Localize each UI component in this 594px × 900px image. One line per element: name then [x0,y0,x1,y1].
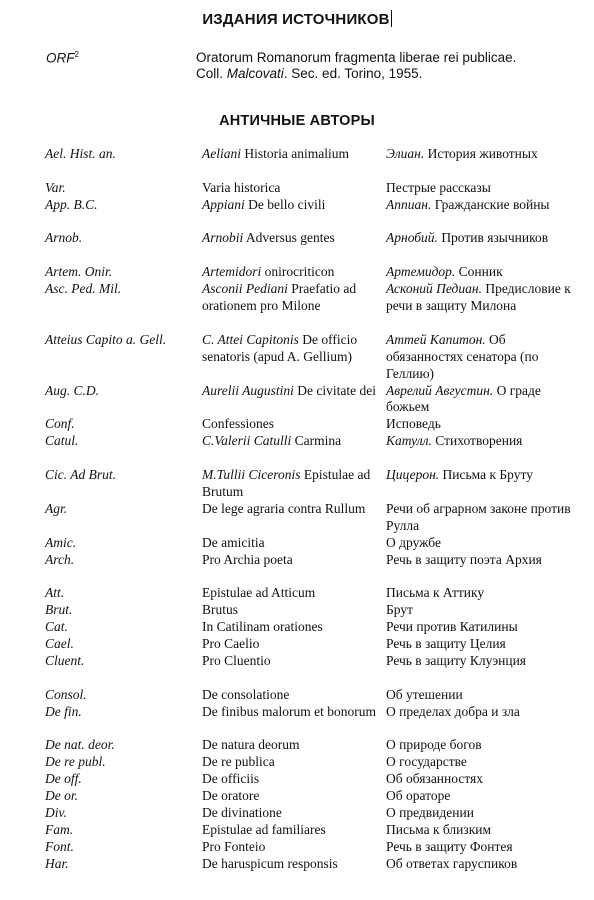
list-item [0,822,594,839]
entry-latin-work: De re publica [202,754,275,770]
entry-russian-title [386,264,586,281]
entry-russian-author: Аппиан. [386,196,432,212]
entry-russian-work: Гражданские войны [431,196,550,212]
source-desc-line-2-a: Coll. [196,66,227,81]
authors-heading-text: АНТИЧНЫЕ АВТОРЫ [219,113,375,129]
entry-russian-author: Аврелий Августин. [386,382,494,398]
entry-abbreviation: Amic. [45,534,77,550]
entry-latin-title [202,619,384,636]
entry-latin-work: De lege agraria contra Rullum [202,500,366,516]
entry-latin-title [202,552,384,569]
entry-latin-author: Arnobii [202,230,244,246]
entry-russian-work: Речи против Катилины [386,619,518,635]
entry-russian-work: О государстве [386,754,467,770]
entry-latin-title [202,653,384,670]
entry-latin-title [202,535,384,552]
entry-latin-work: Carmina [291,433,342,449]
entry-latin-work: De officio senatoris (apud A. Gellium) [202,331,358,364]
entry-latin-work: Epistulae ad Brutum [202,467,371,499]
entry-russian-work: Исповедь [386,416,441,432]
entry-abbreviation: Brut. [45,602,73,618]
list-item [0,619,594,636]
entry-abbreviation: De nat. deor. [45,737,115,753]
entry-russian-title [386,332,586,383]
entry-russian-work: Об обязанностях сенатора (по Геллию) [386,331,539,381]
entry-russian-title [386,822,586,839]
entry-latin-work: De civitate dei [293,382,376,398]
entry-latin-work: Pro Cluentio [202,652,271,668]
source-desc-editor: Malcovati [226,66,284,81]
list-item [0,602,594,619]
entry-russian-work: Сонник [455,264,503,280]
source-desc-line-1: Oratorum Romanorum fragmenta liberae rei publicae. [196,50,517,65]
entry-abbreviation: Consol. [45,686,87,702]
list-item [0,197,594,231]
list-item [0,264,594,281]
list-item [0,687,594,704]
entry-latin-author: Appiani [202,196,245,212]
entry-latin-work: De consolatione [202,686,290,702]
entry-russian-work: Речи об аграрном законе против Рулла [386,500,571,533]
entry-russian-work: Письма к Аттику [386,585,485,601]
text-cursor [391,10,392,27]
entry-russian-title [386,754,586,771]
authors-heading [0,113,594,129]
entry-latin-author: Aurelii Augustini [202,382,294,398]
entry-latin-title [202,856,384,873]
entry-latin-title [202,281,384,315]
entry-latin-author: C.Valerii Catulli [202,433,292,449]
entry-russian-work: Об ответах гаруспиков [386,855,518,871]
entry-latin-title [202,822,384,839]
entry-russian-title [386,585,586,602]
list-item [0,552,594,586]
entry-latin-title [202,839,384,856]
list-item [0,501,594,535]
list-item [0,839,594,856]
entry-latin-work: Epistulae ad Atticum [202,585,316,601]
entry-latin-title [202,433,384,450]
entry-latin-title [202,230,384,247]
entry-russian-work: Речь в защиту Клуэнция [386,652,527,668]
entry-latin-title [202,264,384,281]
entry-latin-work: In Catilinam orationes [202,619,323,635]
entry-latin-work: Adversus gentes [243,230,335,246]
list-item [0,856,594,890]
list-item [0,416,594,433]
list-item [0,535,594,552]
entry-russian-title [386,653,586,670]
entry-russian-title [386,839,586,856]
source-desc-line-2-b: . Sec. ed. Torino, 1955. [283,66,423,81]
entry-abbreviation: De fin. [45,703,82,719]
entry-latin-work: Varia historica [202,179,281,195]
entry-russian-work: О дружбе [386,534,441,550]
entry-russian-title [386,281,586,315]
list-item [0,754,594,771]
entry-abbreviation: Ael. Hist. an. [45,146,116,161]
list-item [0,180,594,197]
entry-abbreviation: Cic. Ad Brut. [45,467,117,483]
entry-abbreviation: Artem. Onir. [45,264,113,280]
entry-latin-work: De oratore [202,788,260,804]
entry-russian-work: Речь в защиту Целия [386,635,506,651]
entry-russian-title [386,805,586,822]
list-item [0,467,594,501]
entry-abbreviation: Att. [45,585,65,601]
entry-latin-title [202,754,384,771]
list-item [0,653,594,687]
entry-russian-work: История животных [424,146,538,161]
entry-russian-title [386,197,586,214]
entry-abbreviation: Atteius Capito a. Gell. [45,331,167,347]
list-item [0,433,594,467]
entry-latin-title [202,467,384,501]
list-item [0,636,594,653]
entry-latin-title [202,602,384,619]
entry-russian-title [386,771,586,788]
list-item [0,146,594,180]
entry-latin-title [202,416,384,433]
entry-abbreviation: Har. [45,855,69,871]
entry-abbreviation: De or. [45,788,78,804]
list-item [0,585,594,602]
entry-russian-work: О пределах добра и зла [386,703,520,719]
entry-russian-work: Об утешении [386,686,463,702]
entry-russian-title [386,602,586,619]
entry-latin-work: De amicitia [202,534,265,550]
list-item [0,704,594,738]
entry-russian-work: Об ораторе [386,788,451,804]
entry-latin-title [202,197,384,214]
entry-latin-author: Artemidori [202,264,262,280]
sources-heading-text: ИЗДАНИЯ ИСТОЧНИКОВ [202,11,390,28]
entry-latin-work: Brutus [202,602,239,618]
entry-russian-author: Катулл. [386,433,432,449]
entry-abbreviation: Cluent. [45,652,85,668]
entry-abbreviation: Var. [45,179,66,195]
entry-abbreviation: Div. [45,804,67,820]
entry-abbreviation: De off. [45,771,82,787]
entry-russian-work: Письма к Бруту [439,467,533,483]
entry-latin-title [202,737,384,754]
entry-russian-title [386,535,586,552]
entry-russian-work: О граде божьем [386,382,541,415]
entry-russian-work: Пестрые рассказы [386,179,491,195]
entry-russian-title [386,636,586,653]
entry-latin-title [202,332,384,366]
entry-latin-work: De bello civili [244,196,326,212]
list-item [0,230,594,264]
entry-russian-work: Против язычников [437,230,549,246]
list-item [0,383,594,417]
entry-russian-title [386,856,586,873]
entry-abbreviation: Catul. [45,433,79,449]
entry-latin-author: C. Attei Capitonis [202,331,299,347]
entry-russian-title [386,737,586,754]
entry-russian-title [386,383,586,417]
entry-russian-work: Брут [386,602,413,618]
entry-russian-work: О предвидении [386,804,474,820]
entry-russian-work: О природе богов [386,737,482,753]
entry-russian-title [386,501,586,535]
entry-russian-work: Стихотворения [431,433,523,449]
entry-russian-title [386,788,586,805]
entry-russian-title [386,146,586,163]
entry-russian-author: Арнобий. [386,230,438,246]
entry-latin-author: Aeliani [202,146,241,161]
entry-abbreviation: Aug. C.D. [45,382,99,398]
entry-latin-title [202,771,384,788]
entry-latin-work: De officiis [202,771,260,787]
entry-latin-work: Confessiones [202,416,274,432]
list-item [0,788,594,805]
entry-russian-title [386,416,586,433]
entry-latin-work: Pro Archia poeta [202,551,293,567]
entry-russian-author: Асконий Педиан. [386,281,482,297]
entry-latin-work: onirocriticon [261,264,335,280]
entry-abbreviation: Arnob. [45,230,83,246]
entry-latin-work: Epistulae ad familiares [202,821,326,837]
entry-russian-title [386,433,586,450]
list-item [0,737,594,754]
entry-abbreviation: App. B.C. [45,196,98,212]
entry-russian-title [386,619,586,636]
entry-latin-work: De finibus malorum et bonorum [202,703,376,719]
sources-heading [0,10,594,28]
entry-latin-title [202,687,384,704]
source-abbr-superscript: 2 [74,50,79,59]
list-item [0,771,594,788]
entry-latin-title [202,805,384,822]
entry-russian-author: Артемидор. [386,264,456,280]
entry-russian-work: Об обязанностях [386,771,484,787]
list-item [0,805,594,822]
entry-abbreviation: Asc. Ped. Mil. [45,281,122,297]
entry-latin-title [202,383,384,400]
entry-abbreviation: Agr. [45,500,68,516]
entry-abbreviation: Arch. [45,551,75,567]
entry-latin-author: Asconii Pediani [202,281,288,297]
entry-latin-title [202,636,384,653]
entry-abbreviation: Cael. [45,635,74,651]
entry-latin-title [202,180,384,197]
entry-russian-title [386,687,586,704]
entry-latin-work: Pro Caelio [202,635,260,651]
entry-latin-work: De natura deorum [202,737,300,753]
entry-latin-title [202,788,384,805]
source-description [196,50,586,82]
entry-abbreviation: Fam. [45,821,74,837]
entry-abbreviation: De re publ. [45,754,106,770]
entry-abbreviation: Cat. [45,619,68,635]
entry-russian-work: Предисловие к речи в защиту Милона [386,281,571,314]
entry-abbreviation: Conf. [45,416,75,432]
source-desc-line-2 [196,66,586,82]
entry-latin-title [202,585,384,602]
abbreviations-list [0,146,594,889]
entry-latin-work: De haruspicum responsis [202,855,338,871]
entry-russian-title [386,704,586,721]
entry-latin-work: Praefatio ad orationem pro Milone [202,281,357,314]
entry-latin-title [202,146,384,163]
entry-latin-work: De divinatione [202,804,282,820]
entry-russian-author: Цицерон. [386,467,440,483]
entry-latin-work: Historia animalium [241,146,349,161]
list-item [0,281,594,332]
entry-russian-work: Речь в защиту поэта Архия [386,551,542,567]
entry-russian-work: Письма к близким [386,821,492,837]
entry-latin-title [202,501,384,518]
source-abbreviation [46,50,79,66]
entry-abbreviation: Font. [45,838,74,854]
entry-latin-author: M.Tullii Ciceronis [202,467,301,483]
list-item [0,332,594,383]
entry-russian-title [386,180,586,197]
entry-russian-title [386,552,586,569]
entry-russian-work: Речь в защиту Фонтея [386,838,513,854]
entry-russian-title [386,467,586,484]
source-abbr-text: ORF [46,50,75,66]
entry-russian-title [386,230,586,247]
entry-latin-work: Pro Fonteio [202,838,266,854]
entry-latin-title [202,704,384,721]
entry-russian-author: Элиан. [386,146,425,161]
entry-russian-author: Аттей Капитон. [386,331,486,347]
